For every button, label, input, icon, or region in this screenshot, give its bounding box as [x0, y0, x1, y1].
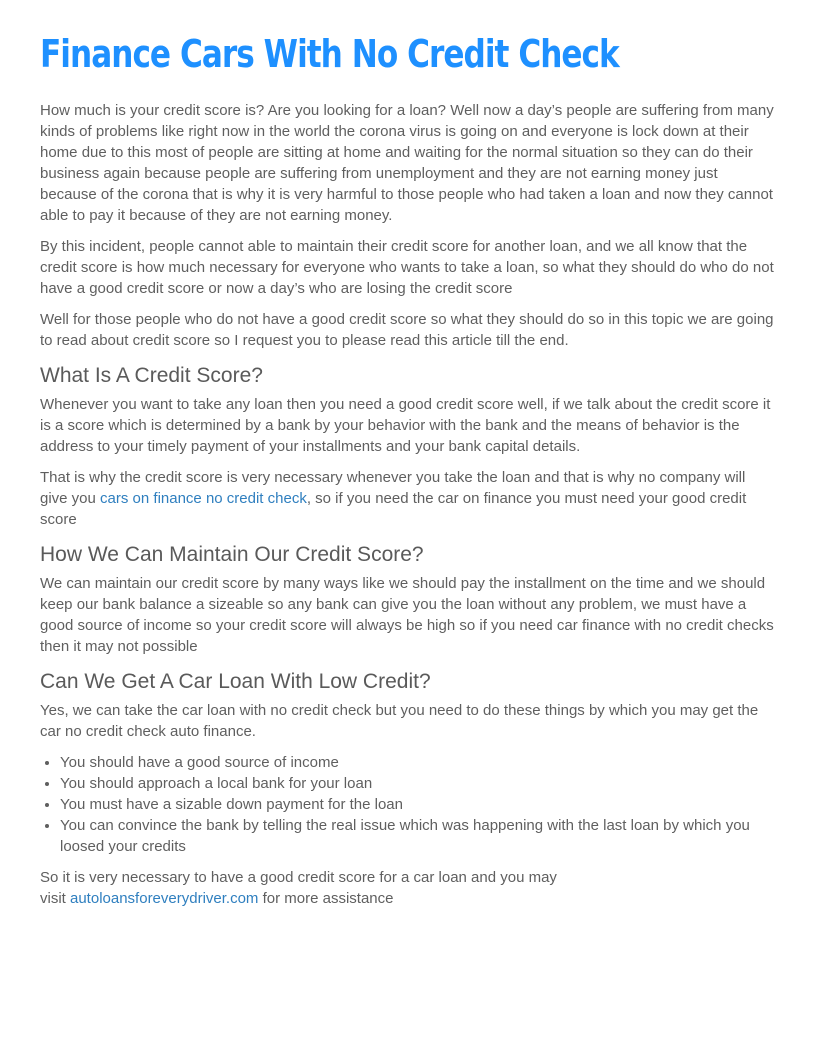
credit-score-paragraph-1: Whenever you want to take any loan then you need a good credit score well, if we talk about the credit score it is a score which is determined by a bank by your behavior with the bank and the means of behavior is the address to your timely payment of your installments and your bank capital details.	[40, 396, 771, 455]
section-heading-maintain-score: How We Can Maintain Our Credit Score?	[40, 543, 424, 566]
article	[40, 28, 776, 919]
text-span: , so if you need the car on finance you must need your good credit score	[40, 490, 747, 528]
cars-on-finance-link[interactable]: cars on finance no credit check	[100, 490, 307, 507]
intro-paragraph-3: Well for those people who do not have a good credit score so what they should do so in this topic we are going to read about credit score so I request you to please read this article till the end.	[40, 311, 774, 349]
car-loan-paragraph: Yes, we can take the car loan with no credit check but you need to do these things by which you may get the car no credit check auto finance.	[40, 702, 759, 740]
text-span: That is why the credit score is very necessary whenever you take the loan and that is why no company will give you	[40, 469, 746, 507]
autoloans-link[interactable]: autoloansforeverydriver.com	[70, 890, 259, 907]
credit-score-paragraph-2	[40, 467, 776, 530]
section-heading-credit-score: What Is A Credit Score?	[40, 364, 263, 387]
page-title: Finance Cars With No Credit Check	[40, 32, 619, 76]
closing-paragraph	[40, 867, 776, 909]
text-span: So it is very necessary to have a good credit score for a car loan and you may	[40, 869, 557, 886]
intro-paragraph-1: How much is your credit score is? Are you looking for a loan? Well now a day’s people are suffering from many kinds of problems like right now in the world the corona virus is going on and everyone is lock down at their home due to this most of people are sitting at home and waiting for the normal situation so they can do their business again because people are suffering from unemployment and they are not earning money just because of the corona that is why it is very harmful to those people who had taken a loan and now they cannot able to pay it because of they are not earning money.	[40, 102, 774, 224]
text-span: visit	[40, 890, 70, 907]
maintain-score-paragraph: We can maintain our credit score by many ways like we should pay the installment on the time and we should keep our bank balance a sizeable so any bank can give you the loan without any problem, we must have a good source of income so your credit score will always be high so if you need car finance with no credit checks then it may not possible	[40, 575, 774, 655]
list-item: • You should have a good source of income	[60, 752, 776, 773]
list-item: • You can convince the bank by telling the real issue which was happening with the last loan by which you loosed your credits	[60, 815, 776, 857]
list-item: • You must have a sizable down payment for the loan	[60, 794, 776, 815]
intro-paragraph-2: By this incident, people cannot able to maintain their credit score for another loan, and we all know that the credit score is how much necessary for everyone who wants to take a loan, so what they should do who do not have a good credit score or now a day’s who are losing the credit score	[40, 238, 774, 297]
text-span: for more assistance	[258, 890, 394, 907]
section-heading-car-loan: Can We Get A Car Loan With Low Credit?	[40, 670, 431, 693]
tips-list	[40, 752, 776, 857]
list-item: • You should approach a local bank for your loan	[60, 773, 776, 794]
